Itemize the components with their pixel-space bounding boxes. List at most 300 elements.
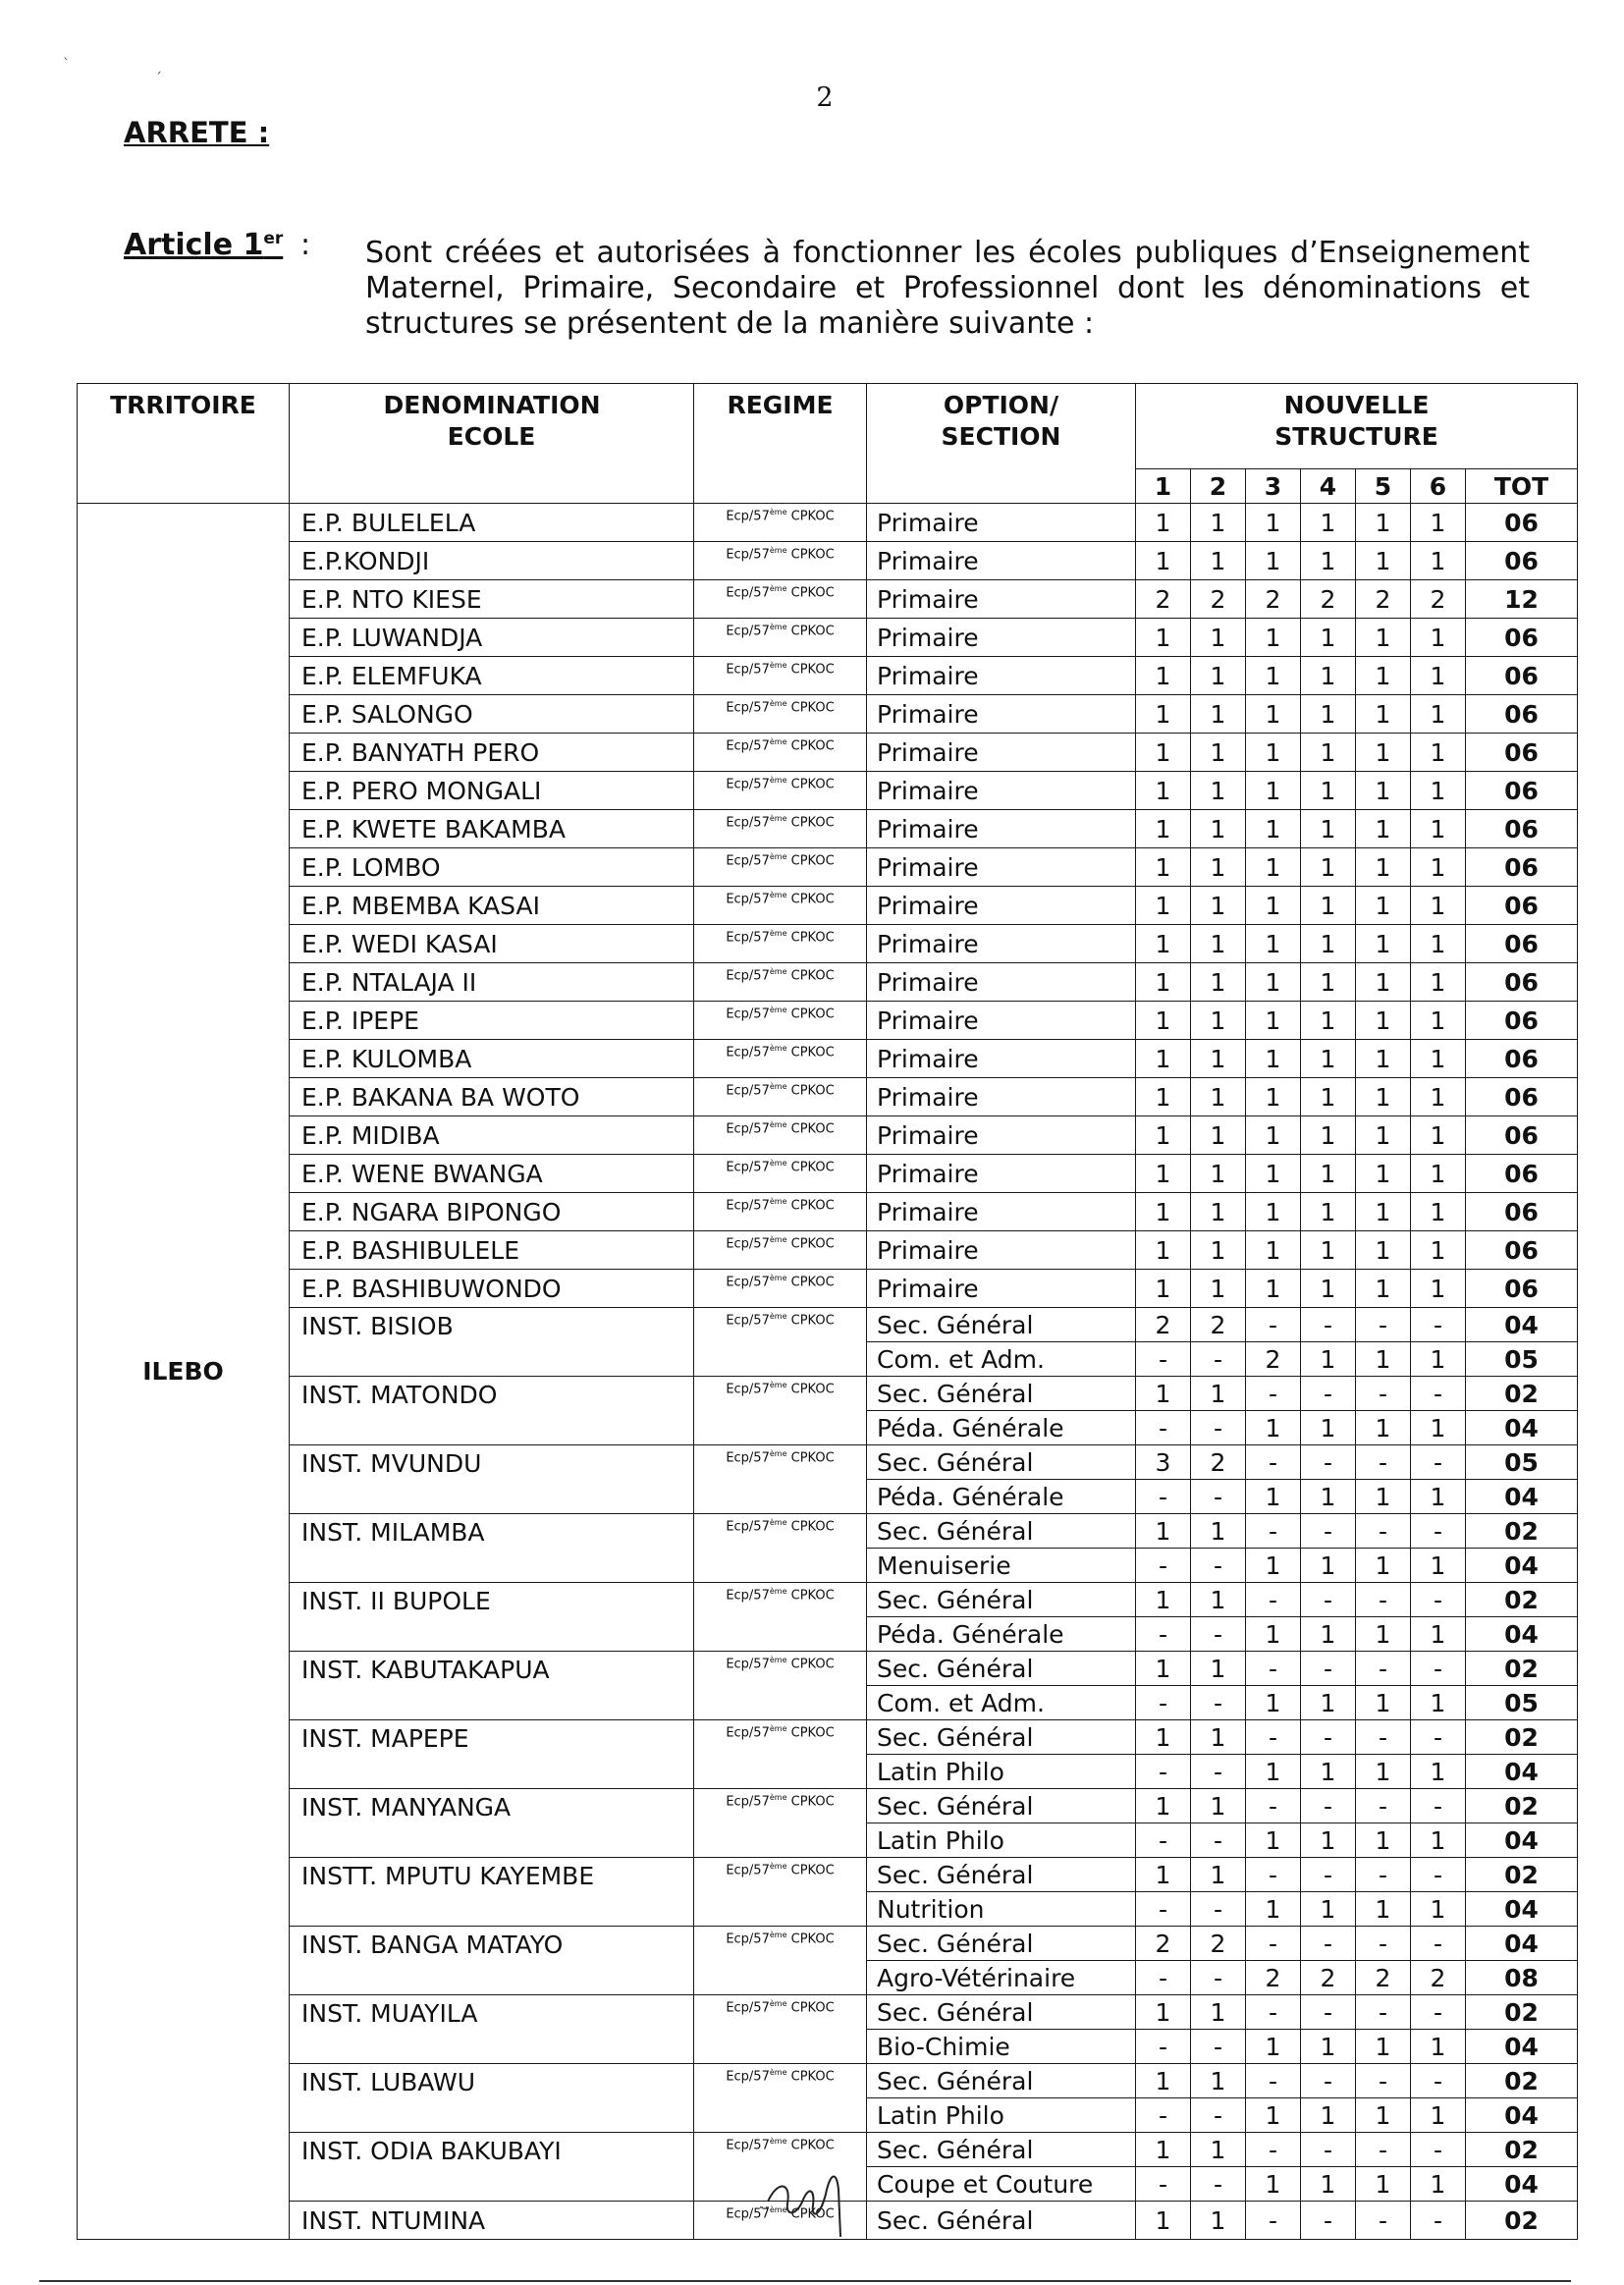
grade-cell: 1	[1356, 963, 1411, 1002]
table-row	[78, 1514, 1578, 1549]
total-cell: 04	[1466, 1411, 1578, 1445]
territoire-cell: ILEBO	[78, 504, 290, 2240]
regime-text: Ecp/57	[726, 1725, 770, 1741]
school-name: E.P. KWETE BAKAMBA	[290, 810, 694, 848]
grade-cell: -	[1301, 1514, 1356, 1549]
table-row	[78, 772, 1578, 810]
school-name: INST. MAPEPE	[290, 1720, 694, 1789]
grade-cell: 1	[1136, 734, 1191, 772]
option-cell: Primaire	[867, 1040, 1136, 1078]
option-cell: Sec. Général	[867, 1583, 1136, 1617]
table-row	[78, 619, 1578, 657]
grade-cell: 1	[1136, 1858, 1191, 1892]
regime-cell	[694, 1652, 867, 1720]
grade-cell: 2	[1411, 580, 1466, 619]
total-cell: 06	[1466, 1040, 1578, 1078]
table-row	[78, 1231, 1578, 1270]
regime-sup: ème	[769, 967, 787, 976]
grade-cell: -	[1301, 2064, 1356, 2098]
regime-cell	[694, 2064, 867, 2133]
grade-cell: -	[1136, 1549, 1191, 1583]
grade-cell: 1	[1136, 1193, 1191, 1231]
regime-text: Ecp/57	[726, 700, 770, 716]
grade-cell: 1	[1136, 619, 1191, 657]
grade-cell: 1	[1356, 887, 1411, 925]
grade-cell: 1	[1191, 1193, 1246, 1231]
grade-cell: 1	[1136, 2064, 1191, 2098]
regime-text: Ecp/57	[726, 1588, 770, 1604]
grade-cell: 1	[1136, 1652, 1191, 1686]
option-cell: Sec. Général	[867, 2064, 1136, 2098]
regime-text: Ecp/57	[726, 1931, 770, 1947]
grade-cell: -	[1246, 2064, 1301, 2098]
grade-cell: -	[1301, 2202, 1356, 2240]
total-cell: 06	[1466, 657, 1578, 695]
grade-cell: 1	[1246, 504, 1301, 542]
regime-suffix: CPKOC	[786, 1275, 835, 1290]
grade-cell: -	[1191, 1892, 1246, 1927]
grade-cell: 1	[1301, 1116, 1356, 1155]
signature-initials	[758, 2160, 866, 2239]
regime-text: Ecp/57	[726, 1794, 770, 1810]
school-name: E.P. BASHIBUWONDO	[290, 1270, 694, 1308]
grade-cell: 1	[1246, 772, 1301, 810]
grade-cell: 1	[1411, 1892, 1466, 1927]
grade-cell: 1	[1191, 1652, 1246, 1686]
table-row	[78, 1445, 1578, 1480]
school-name: INST. MILAMBA	[290, 1514, 694, 1583]
table-row	[78, 810, 1578, 848]
grade-cell: 1	[1411, 619, 1466, 657]
grade-cell: 1	[1191, 1155, 1246, 1193]
option-cell: Primaire	[867, 542, 1136, 580]
grade-cell: 1	[1191, 1040, 1246, 1078]
regime-suffix: CPKOC	[786, 930, 835, 946]
grade-cell: -	[1411, 1652, 1466, 1686]
regime-cell	[694, 542, 867, 580]
grade-cell: 1	[1301, 1617, 1356, 1652]
grade-cell: 1	[1136, 887, 1191, 925]
school-name: INST. ODIA BAKUBAYI	[290, 2133, 694, 2202]
regime-suffix: CPKOC	[786, 585, 835, 601]
school-name: INST. MUAYILA	[290, 1995, 694, 2064]
grade-cell: 1	[1411, 1002, 1466, 1040]
regime-cell	[694, 772, 867, 810]
grade-cell: 1	[1301, 1411, 1356, 1445]
regime-text: Ecp/57	[726, 738, 770, 754]
grade-cell: -	[1301, 2133, 1356, 2167]
school-name: E.P. SALONGO	[290, 695, 694, 734]
grade-cell: 1	[1356, 1480, 1411, 1514]
grade-cell: 1	[1356, 1231, 1411, 1270]
grade-cell: -	[1356, 1720, 1411, 1755]
regime-sup: ème	[769, 929, 787, 938]
school-name: INST. MANYANGA	[290, 1789, 694, 1858]
grade-cell: 1	[1246, 1002, 1301, 1040]
grade-cell: 1	[1411, 1155, 1466, 1193]
total-cell: 06	[1466, 1116, 1578, 1155]
grade-cell: 1	[1301, 810, 1356, 848]
grade-cell: 1	[1356, 848, 1411, 887]
table-row	[78, 1002, 1578, 1040]
grade-cell: 1	[1411, 1116, 1466, 1155]
grade-cell: 1	[1191, 695, 1246, 734]
grade-cell: -	[1246, 1720, 1301, 1755]
regime-cell	[694, 1270, 867, 1308]
grade-cell: 1	[1411, 810, 1466, 848]
regime-cell	[694, 1583, 867, 1652]
grade-cell: -	[1411, 1308, 1466, 1342]
school-name: E.P. WENE BWANGA	[290, 1155, 694, 1193]
regime-text: Ecp/57	[726, 1045, 770, 1061]
regime-suffix: CPKOC	[786, 1794, 835, 1810]
regime-suffix: CPKOC	[786, 1236, 835, 1252]
grade-header-3: 3	[1246, 469, 1301, 504]
grade-cell: -	[1356, 1789, 1411, 1823]
school-name: INST. KABUTAKAPUA	[290, 1652, 694, 1720]
regime-suffix: CPKOC	[786, 1450, 835, 1466]
grade-cell: -	[1246, 1308, 1301, 1342]
option-cell: Sec. Général	[867, 1789, 1136, 1823]
grade-cell: 1	[1411, 1342, 1466, 1377]
grade-cell: 1	[1191, 963, 1246, 1002]
school-name: E.P. NGARA BIPONGO	[290, 1193, 694, 1231]
regime-text: Ecp/57	[726, 1657, 770, 1672]
grade-cell: 1	[1301, 963, 1356, 1002]
grade-cell: 1	[1411, 542, 1466, 580]
regime-sup: ème	[769, 1044, 787, 1053]
table-row	[78, 1858, 1578, 1892]
option-cell: Primaire	[867, 925, 1136, 963]
regime-cell	[694, 1514, 867, 1583]
grade-cell: -	[1301, 1789, 1356, 1823]
article-text: Sont créées et autorisées à fonctionner les écoles publiques d’Enseignement Maternel, Primaire, Secondaire et Professionnel dont les dénominations et structures se présentent de la manière suivante :	[365, 236, 1530, 341]
option-cell: Com. et Adm.	[867, 1686, 1136, 1720]
grade-cell: 1	[1356, 2030, 1411, 2064]
total-cell: 06	[1466, 542, 1578, 580]
school-name: INST. NTUMINA	[290, 2202, 694, 2240]
grade-cell: 1	[1356, 1002, 1411, 1040]
grade-cell: 1	[1136, 848, 1191, 887]
grade-cell: 2	[1191, 1445, 1246, 1480]
grade-cell: 1	[1246, 619, 1301, 657]
regime-cell	[694, 1720, 867, 1789]
grade-cell: 1	[1411, 887, 1466, 925]
regime-suffix: CPKOC	[786, 1198, 835, 1214]
regime-cell	[694, 734, 867, 772]
regime-suffix: CPKOC	[786, 1006, 835, 1022]
header-structure-text: NOUVELLE STRUCTURE	[1274, 391, 1438, 451]
grade-cell: -	[1301, 1720, 1356, 1755]
table-row	[78, 1377, 1578, 1411]
grade-cell: -	[1301, 1927, 1356, 1961]
grade-cell: -	[1356, 1995, 1411, 2030]
regime-suffix: CPKOC	[786, 968, 835, 984]
grade-cell: 1	[1191, 1270, 1246, 1308]
grade-cell: -	[1356, 1652, 1411, 1686]
regime-sup: ème	[769, 814, 787, 823]
option-cell: Coupe et Couture	[867, 2167, 1136, 2202]
grade-cell: -	[1246, 2202, 1301, 2240]
article-label	[124, 228, 283, 262]
grade-cell: -	[1246, 1652, 1301, 1686]
regime-cell	[694, 1995, 867, 2064]
grade-cell: 1	[1301, 1078, 1356, 1116]
total-cell: 04	[1466, 1480, 1578, 1514]
regime-suffix: CPKOC	[786, 700, 835, 716]
grade-cell: 1	[1356, 1823, 1411, 1858]
total-cell: 06	[1466, 1155, 1578, 1193]
grade-header-1: 1	[1136, 469, 1191, 504]
table-row	[78, 1193, 1578, 1231]
school-name: E.P. IPEPE	[290, 1002, 694, 1040]
grade-cell: 1	[1411, 657, 1466, 695]
regime-text: Ecp/57	[726, 1006, 770, 1022]
table-row	[78, 1078, 1578, 1116]
regime-text: Ecp/57	[726, 1236, 770, 1252]
grade-cell: 1	[1136, 1270, 1191, 1308]
grade-cell: 1	[1301, 619, 1356, 657]
grade-cell: 2	[1301, 580, 1356, 619]
grade-header-4: 4	[1301, 469, 1356, 504]
option-cell: Primaire	[867, 887, 1136, 925]
regime-text: Ecp/57	[726, 1863, 770, 1878]
table-row	[78, 887, 1578, 925]
grade-cell: -	[1136, 2098, 1191, 2133]
option-cell: Sec. Général	[867, 1720, 1136, 1755]
grade-cell: -	[1191, 1480, 1246, 1514]
grade-cell: 1	[1411, 2098, 1466, 2133]
header-denomination	[290, 384, 694, 504]
grade-cell: 1	[1191, 1002, 1246, 1040]
grade-cell: 1	[1356, 1193, 1411, 1231]
school-name: E.P. BASHIBULELE	[290, 1231, 694, 1270]
regime-text: Ecp/57	[726, 662, 770, 678]
grade-cell: 1	[1246, 1755, 1301, 1789]
grade-cell: 2	[1246, 1342, 1301, 1377]
regime-text: Ecp/57	[726, 2000, 770, 2016]
page-heading: ARRETE :	[124, 116, 270, 149]
total-cell: 06	[1466, 1193, 1578, 1231]
article-colon: :	[300, 228, 311, 262]
regime-text: Ecp/57	[726, 2138, 770, 2153]
grade-cell: 1	[1301, 887, 1356, 925]
regime-suffix: CPKOC	[786, 1083, 835, 1099]
grade-cell: 1	[1136, 1040, 1191, 1078]
grade-cell: 1	[1356, 619, 1411, 657]
page-number: 2	[816, 82, 834, 113]
grade-cell: 1	[1246, 887, 1301, 925]
total-cell: 06	[1466, 1078, 1578, 1116]
grade-cell: -	[1356, 2202, 1411, 2240]
grade-cell: -	[1246, 1789, 1301, 1823]
regime-sup: ème	[769, 1793, 787, 1802]
regime-sup: ème	[769, 1724, 787, 1733]
grade-cell: -	[1356, 1927, 1411, 1961]
regime-suffix: CPKOC	[786, 1382, 835, 1397]
regime-suffix: CPKOC	[786, 1931, 835, 1947]
grade-cell: 1	[1411, 2030, 1466, 2064]
regime-sup: ème	[769, 1312, 787, 1321]
grade-cell: 1	[1301, 657, 1356, 695]
total-cell: 04	[1466, 1927, 1578, 1961]
grade-cell: 1	[1356, 1892, 1411, 1927]
header-regime: REGIME	[694, 384, 867, 504]
grade-cell: -	[1191, 2167, 1246, 2202]
grade-cell: 1	[1191, 1514, 1246, 1549]
grade-cell: 1	[1246, 1892, 1301, 1927]
grade-cell: 1	[1301, 2030, 1356, 2064]
option-cell: Sec. Général	[867, 1927, 1136, 1961]
grade-cell: 1	[1191, 848, 1246, 887]
grade-cell: 1	[1191, 619, 1246, 657]
total-cell: 04	[1466, 2030, 1578, 2064]
grade-cell: 1	[1411, 1411, 1466, 1445]
regime-sup: ème	[769, 1449, 787, 1458]
table-row	[78, 504, 1578, 542]
grade-cell: 1	[1356, 1755, 1411, 1789]
grade-cell: 1	[1136, 1583, 1191, 1617]
grade-cell: -	[1136, 1480, 1191, 1514]
grade-cell: 1	[1246, 963, 1301, 1002]
regime-sup: ème	[769, 1587, 787, 1596]
grade-cell: 2	[1191, 1927, 1246, 1961]
regime-text: Ecp/57	[726, 2206, 770, 2222]
option-cell: Sec. Général	[867, 1858, 1136, 1892]
total-cell: 06	[1466, 619, 1578, 657]
regime-sup: ème	[769, 737, 787, 746]
header-row	[78, 384, 1578, 469]
grade-cell: 1	[1191, 657, 1246, 695]
grade-cell: 1	[1356, 2098, 1411, 2133]
grade-cell: 1	[1411, 695, 1466, 734]
grade-cell: 1	[1136, 1231, 1191, 1270]
regime-text: Ecp/57	[726, 853, 770, 869]
regime-text: Ecp/57	[726, 930, 770, 946]
article-label-text: Article 1	[124, 228, 264, 262]
regime-suffix: CPKOC	[786, 1519, 835, 1535]
table-row	[78, 963, 1578, 1002]
option-cell: Primaire	[867, 1270, 1136, 1308]
grade-cell: 1	[1411, 1231, 1466, 1270]
grade-cell: 1	[1136, 925, 1191, 963]
regime-sup: ème	[769, 1931, 787, 1939]
grade-cell: 1	[1246, 2030, 1301, 2064]
grade-cell: 1	[1136, 1078, 1191, 1116]
school-name: E.P. KULOMBA	[290, 1040, 694, 1078]
option-cell: Sec. Général	[867, 2133, 1136, 2167]
school-name: INSTT. MPUTU KAYEMBE	[290, 1858, 694, 1927]
grade-cell: -	[1191, 2098, 1246, 2133]
grade-cell: 1	[1136, 1377, 1191, 1411]
regime-suffix: CPKOC	[786, 738, 835, 754]
grade-cell: 2	[1136, 1308, 1191, 1342]
option-cell: Primaire	[867, 1116, 1136, 1155]
grade-cell: 1	[1356, 1116, 1411, 1155]
total-cell: 02	[1466, 2202, 1578, 2240]
grade-cell: -	[1191, 1961, 1246, 1995]
total-cell: 02	[1466, 1652, 1578, 1686]
grade-cell: 1	[1191, 1116, 1246, 1155]
regime-suffix: CPKOC	[786, 777, 835, 792]
regime-suffix: CPKOC	[786, 624, 835, 639]
grade-cell: 1	[1301, 1892, 1356, 1927]
regime-sup: ème	[769, 546, 787, 555]
regime-sup: ème	[769, 1656, 787, 1664]
regime-sup: ème	[769, 508, 787, 517]
regime-cell	[694, 580, 867, 619]
regime-sup: ème	[769, 1120, 787, 1129]
option-cell: Péda. Générale	[867, 1480, 1136, 1514]
grade-cell: -	[1301, 1858, 1356, 1892]
table-row	[78, 1652, 1578, 1686]
table-row	[78, 1583, 1578, 1617]
regime-text: Ecp/57	[726, 509, 770, 524]
school-name: E.P. BANYATH PERO	[290, 734, 694, 772]
table-row	[78, 848, 1578, 887]
grade-cell: 1	[1246, 810, 1301, 848]
regime-sup: ème	[769, 1006, 787, 1014]
grade-cell: 1	[1356, 542, 1411, 580]
regime-sup: ème	[769, 1518, 787, 1527]
school-name: E.P. ELEMFUKA	[290, 657, 694, 695]
regime-suffix: CPKOC	[786, 547, 835, 563]
grade-cell: 2	[1246, 580, 1301, 619]
grade-cell: 1	[1246, 1078, 1301, 1116]
grade-cell: 1	[1191, 1789, 1246, 1823]
table-row	[78, 1720, 1578, 1755]
total-cell: 02	[1466, 2064, 1578, 2098]
grade-header-5: 5	[1356, 469, 1411, 504]
total-cell: 06	[1466, 925, 1578, 963]
grade-cell: 1	[1191, 542, 1246, 580]
option-cell: Sec. Général	[867, 1652, 1136, 1686]
grade-cell: 1	[1191, 810, 1246, 848]
regime-cell	[694, 657, 867, 695]
school-name: INST. II BUPOLE	[290, 1583, 694, 1652]
regime-cell	[694, 1377, 867, 1445]
grade-cell: 1	[1301, 925, 1356, 963]
regime-text: Ecp/57	[726, 1121, 770, 1137]
schools-table	[77, 383, 1578, 2240]
total-cell: 06	[1466, 734, 1578, 772]
regime-suffix: CPKOC	[786, 892, 835, 907]
regime-suffix: CPKOC	[786, 1863, 835, 1878]
regime-cell	[694, 810, 867, 848]
option-cell: Latin Philo	[867, 2098, 1136, 2133]
grade-cell: 1	[1356, 657, 1411, 695]
grade-cell: -	[1411, 1377, 1466, 1411]
grade-cell: 1	[1191, 504, 1246, 542]
grade-cell: 1	[1301, 1040, 1356, 1078]
option-cell: Menuiserie	[867, 1549, 1136, 1583]
regime-text: Ecp/57	[726, 1275, 770, 1290]
regime-text: Ecp/57	[726, 892, 770, 907]
grade-cell: 1	[1301, 542, 1356, 580]
option-cell: Péda. Générale	[867, 1411, 1136, 1445]
grade-cell: 1	[1411, 1480, 1466, 1514]
total-cell: 04	[1466, 1755, 1578, 1789]
total-cell: 12	[1466, 580, 1578, 619]
table-row	[78, 1270, 1578, 1308]
grade-cell: 1	[1191, 1995, 1246, 2030]
grade-cell: 2	[1301, 1961, 1356, 1995]
grade-cell: 1	[1246, 1193, 1301, 1231]
grade-cell: 1	[1356, 1342, 1411, 1377]
grade-cell: -	[1301, 1995, 1356, 2030]
grade-cell: 1	[1136, 1155, 1191, 1193]
regime-cell	[694, 1078, 867, 1116]
